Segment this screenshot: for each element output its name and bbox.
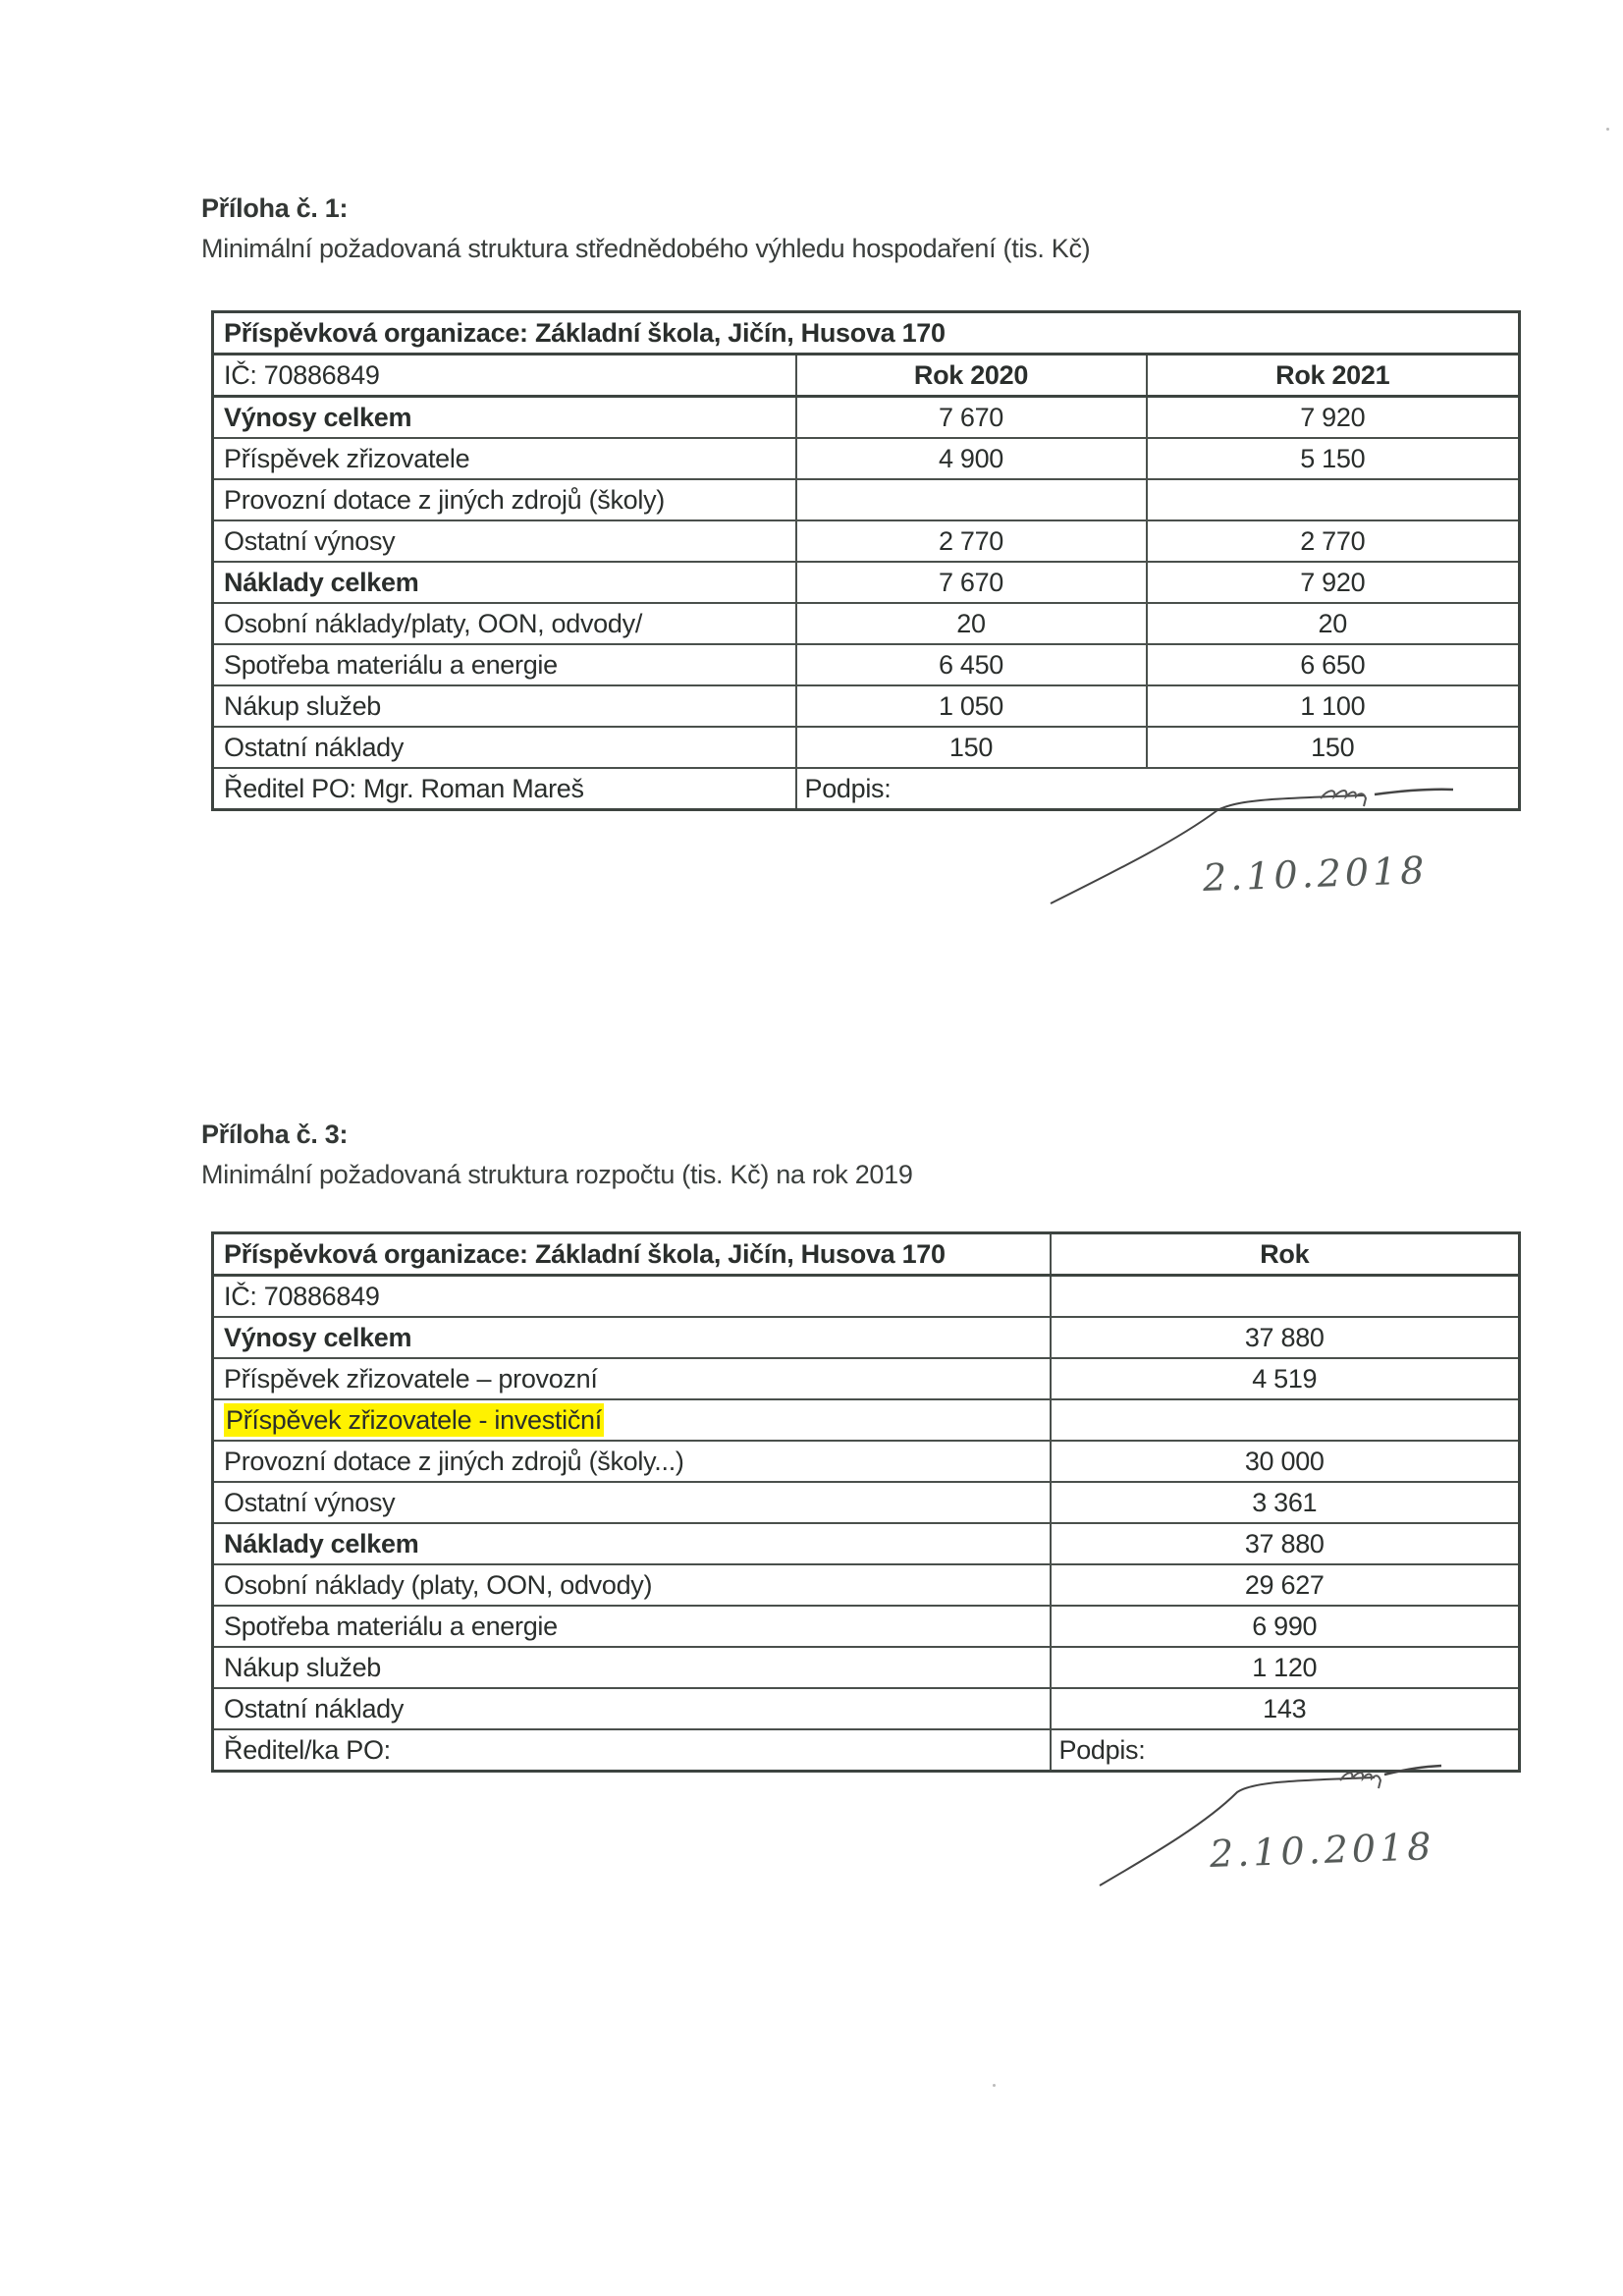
- attachment-1-heading: Příloha č. 1:: [201, 193, 349, 223]
- ic-row: [213, 1276, 1520, 1318]
- table-row: [213, 644, 1520, 685]
- value-2020: 7 670: [796, 562, 1147, 603]
- value-2020: [796, 479, 1147, 520]
- row-label: Náklady celkem: [213, 562, 796, 603]
- row-label: Spotřeba materiálu a energie: [224, 1612, 558, 1641]
- table-2-body: [213, 1317, 1520, 1729]
- row-label: Osobní náklady/platy, OON, odvody/: [213, 603, 796, 644]
- value-rok: 29 627: [1051, 1564, 1520, 1606]
- row-label: Osobní náklady (platy, OON, odvody): [224, 1570, 653, 1600]
- row-label-cell: [213, 1647, 1051, 1688]
- row-label: Výnosy celkem: [224, 1323, 412, 1352]
- value-2021: 7 920: [1147, 562, 1520, 603]
- value-2021: 7 920: [1147, 397, 1520, 439]
- table-row: [213, 1482, 1520, 1523]
- row-label: Příspěvek zřizovatele: [213, 438, 796, 479]
- value-2021: 5 150: [1147, 438, 1520, 479]
- table-row: [213, 1606, 1520, 1647]
- ic-cell: IČ: 70886849: [213, 1276, 1051, 1318]
- organization-cell: Příspěvková organizace: Základní škola, Jičín, Husova 170: [213, 312, 1520, 355]
- director-cell: Ředitel PO: Mgr. Roman Mareš: [213, 768, 796, 810]
- value-rok: 6 990: [1051, 1606, 1520, 1647]
- value-rok: 1 120: [1051, 1647, 1520, 1688]
- row-label: Ostatní výnosy: [224, 1488, 396, 1517]
- row-label: Ostatní náklady: [213, 727, 796, 768]
- ic-value-cell: [1051, 1276, 1520, 1318]
- signature-label: Podpis:: [804, 774, 892, 803]
- row-label-cell: [213, 1523, 1051, 1564]
- row-label-cell: [213, 1441, 1051, 1482]
- table-row: [213, 685, 1520, 727]
- row-label: Nákup služeb: [224, 1653, 381, 1682]
- table-row: [213, 520, 1520, 562]
- handwritten-date-1: 2.10.2018: [1202, 848, 1430, 900]
- row-label: Nákup služeb: [213, 685, 796, 727]
- value-rok: 3 361: [1051, 1482, 1520, 1523]
- highlighted-row-label: Příspěvek zřizovatele - investiční: [226, 1405, 602, 1435]
- value-2020: 6 450: [796, 644, 1147, 685]
- row-label-cell: [213, 1606, 1051, 1647]
- ic-cell: IČ: 70886849: [213, 355, 796, 397]
- value-rok: 37 880: [1051, 1317, 1520, 1358]
- value-rok: 143: [1051, 1688, 1520, 1729]
- value-2020: 2 770: [796, 520, 1147, 562]
- signature-label: Podpis:: [1058, 1735, 1146, 1765]
- row-label-cell: [213, 1317, 1051, 1358]
- column-header-rok: Rok: [1051, 1233, 1520, 1276]
- row-label: Výnosy celkem: [213, 397, 796, 439]
- attachment-1-subtitle: Minimální požadovaná struktura střednědobého výhledu hospodaření (tis. Kč): [201, 234, 1091, 263]
- table-row: [213, 562, 1520, 603]
- row-label-cell: [213, 1399, 1051, 1441]
- table-row: [213, 1317, 1520, 1358]
- handwritten-date-2: 2.10.2018: [1209, 1825, 1436, 1876]
- value-2020: 20: [796, 603, 1147, 644]
- table-row: [213, 438, 1520, 479]
- organization-row: [213, 312, 1520, 355]
- value-2021: 1 100: [1147, 685, 1520, 727]
- table-row: [213, 727, 1520, 768]
- row-label: Příspěvek zřizovatele – provozní: [224, 1364, 598, 1394]
- scan-speck: [993, 2084, 996, 2087]
- value-rok: 30 000: [1051, 1441, 1520, 1482]
- value-2021: 150: [1147, 727, 1520, 768]
- value-2021: [1147, 479, 1520, 520]
- value-2020: 1 050: [796, 685, 1147, 727]
- director-cell: Ředitel/ka PO:: [213, 1729, 1051, 1772]
- scan-speck: [1606, 128, 1609, 131]
- value-2020: 7 670: [796, 397, 1147, 439]
- row-label: Náklady celkem: [224, 1529, 419, 1558]
- value-2021: 2 770: [1147, 520, 1520, 562]
- table-row: [213, 1399, 1520, 1441]
- table-row: [213, 1647, 1520, 1688]
- row-label-cell: [213, 1688, 1051, 1729]
- table-row: [213, 1688, 1520, 1729]
- value-2021: 20: [1147, 603, 1520, 644]
- value-rok: [1051, 1399, 1520, 1441]
- attachment-3-heading: Příloha č. 3:: [201, 1120, 349, 1149]
- table-1-body: [213, 397, 1520, 769]
- table-row: [213, 1564, 1520, 1606]
- row-label: Ostatní náklady: [224, 1694, 405, 1723]
- row-label-cell: [213, 1358, 1051, 1399]
- row-label: Ostatní výnosy: [213, 520, 796, 562]
- row-label: Provozní dotace z jiných zdrojů (školy...): [224, 1447, 684, 1476]
- row-label: Spotřeba materiálu a energie: [213, 644, 796, 685]
- table-row: [213, 603, 1520, 644]
- row-label-cell: [213, 1564, 1051, 1606]
- value-rok: 4 519: [1051, 1358, 1520, 1399]
- header-row: [213, 355, 1520, 397]
- column-header-2021: Rok 2021: [1147, 355, 1520, 397]
- value-rok: 37 880: [1051, 1523, 1520, 1564]
- value-2020: 150: [796, 727, 1147, 768]
- table-row: [213, 1358, 1520, 1399]
- column-header-2020: Rok 2020: [796, 355, 1147, 397]
- attachment-3-subtitle: Minimální požadovaná struktura rozpočtu (tis. Kč) na rok 2019: [201, 1160, 913, 1189]
- row-label-cell: [213, 1482, 1051, 1523]
- organization-cell: Příspěvková organizace: Základní škola, Jičín, Husova 170: [213, 1233, 1051, 1276]
- medium-term-outlook-table: [211, 310, 1521, 811]
- row-label: Provozní dotace z jiných zdrojů (školy): [213, 479, 796, 520]
- value-2020: 4 900: [796, 438, 1147, 479]
- budget-table: [211, 1231, 1521, 1773]
- table-row: [213, 1441, 1520, 1482]
- organization-row: [213, 1233, 1520, 1276]
- table-row: [213, 397, 1520, 439]
- value-2021: 6 650: [1147, 644, 1520, 685]
- table-row: [213, 1523, 1520, 1564]
- table-row: [213, 479, 1520, 520]
